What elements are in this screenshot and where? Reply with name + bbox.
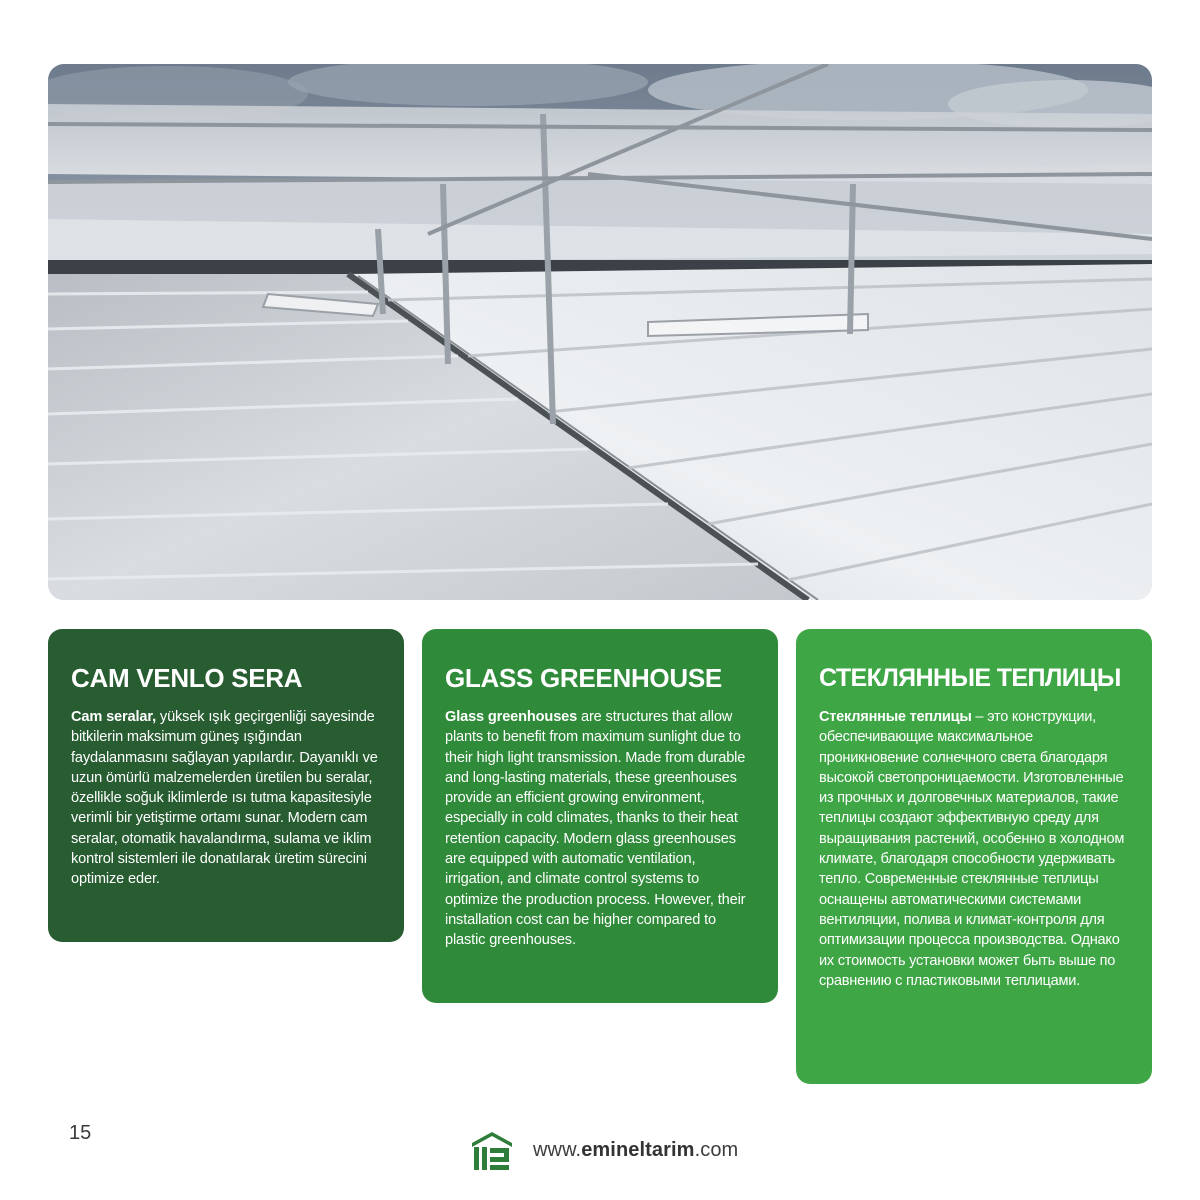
card-body: [819, 707, 1130, 991]
info-card-turkish: [48, 629, 404, 942]
card-title: GLASS GREENHOUSE: [445, 663, 722, 693]
card-lead: Cam seralar,: [71, 709, 157, 725]
card-lead: Стеклянные теплицы: [819, 709, 972, 725]
website-brand: emineltarim: [581, 1139, 695, 1161]
greenhouse-photo: [48, 64, 1152, 600]
card-title: CAM VENLO SERA: [71, 663, 303, 693]
website-link[interactable]: [533, 1139, 738, 1162]
card-text: yüksek ışık geçirgenliği sayesinde bitkilerin maksimum güneş ışığından faydalanmasını sağlayan yapılardır. Dayanıklı ve uzun ömürlü malzemelerden üretilen bu seralar, özellikle soğuk iklimlerde ısı tutma kapasitesiyle verimli bir yetiştirme ortamı sunar. Modern cam seralar, otomatik havalandırma, sulama ve iklim kontrol sistemleri ile donatılarak üretim sürecini optimize eder.: [71, 709, 378, 888]
card-text: are structures that allow plants to benefit from maximum sunlight due to their high light transmission. Made from durable and long-lasting materials, these greenhouses provide an efficient growing environment, especially in cold climates, thanks to their heat retention capacity. Modern glass greenhouses are equipped with automatic ventilation, irrigation, and climate control systems to optimize the production process. However, their installation cost can be higher compared to plastic greenhouses.: [445, 709, 746, 949]
info-card-english: [422, 629, 778, 1003]
card-body: [445, 707, 756, 951]
website-prefix: www.: [533, 1139, 582, 1161]
card-body: [71, 707, 382, 890]
emineltarim-logo-icon: [471, 1131, 513, 1171]
card-title: СТЕКЛЯННЫЕ ТЕПЛИЦЫ: [819, 664, 1121, 692]
page-number: 15: [69, 1122, 92, 1144]
card-text: – это конструкции, обеспечивающие максимальное проникновение солнечного света благодаря высокой светопроницаемости. Изготовленные из прочных и долговечных материалов, такие теплицы создают эффективную среду для выращивания растений, особенно в холодном климате, благодаря способности удерживать тепло. Современные стеклянные теплицы оснащены автоматическими системами вентиляции, полива и климат-контроля для оптимизации процесса производства. Однако их стоимость установки может быть выше по сравнению с пластиковыми теплицами.: [819, 709, 1125, 989]
greenhouse-roof-illustration: [48, 64, 1152, 600]
card-lead: Glass greenhouses: [445, 709, 578, 725]
info-card-russian: [796, 629, 1152, 1084]
website-suffix: .com: [694, 1139, 739, 1161]
